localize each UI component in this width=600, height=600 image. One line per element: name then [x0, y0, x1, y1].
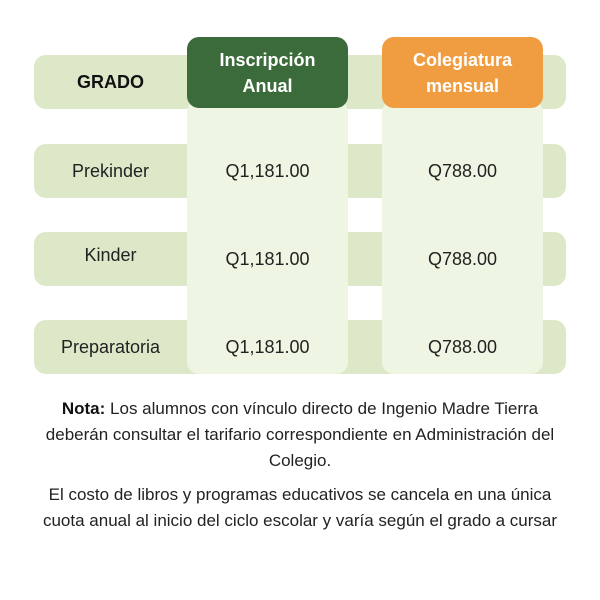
books-paragraph: El costo de libros y programas educativos se cancela en una única cuota anual al inicio del ciclo escolar y varía según el grado a cursar	[42, 485, 558, 530]
inscripcion-cell-kinder: Q1,181.00	[225, 248, 310, 269]
colegiatura-cell-kinder: Q788.00	[427, 248, 498, 269]
colegiatura-cell-preparatoria: Q788.00	[427, 336, 498, 357]
nota-text: Los alumnos con vínculo directo de Ingenio Madre Tierra deberán consultar el tarifario correspondiente en Administración del Colegio.	[45, 399, 555, 470]
inscripcion-cell-prekinder: Q1,181.00	[225, 160, 310, 181]
colegiatura-mensual-header-label: Colegiatura mensual	[412, 49, 513, 96]
nota-paragraph	[40, 396, 560, 474]
nota-label: Nota:	[61, 399, 106, 418]
colegiatura-cell-prekinder: Q788.00	[427, 160, 498, 181]
colegiatura-mensual-header	[382, 37, 543, 108]
grado-cell-prekinder: Prekinder	[71, 160, 150, 181]
inscripcion-anual-header-label: Inscripción Anual	[219, 49, 316, 96]
inscripcion-cell-preparatoria: Q1,181.00	[225, 336, 310, 357]
grado-header: GRADO	[77, 71, 144, 92]
inscripcion-anual-header	[187, 37, 348, 108]
grado-cell-kinder: Kinder	[84, 244, 137, 265]
grado-cell-preparatoria: Preparatoria	[60, 336, 161, 357]
